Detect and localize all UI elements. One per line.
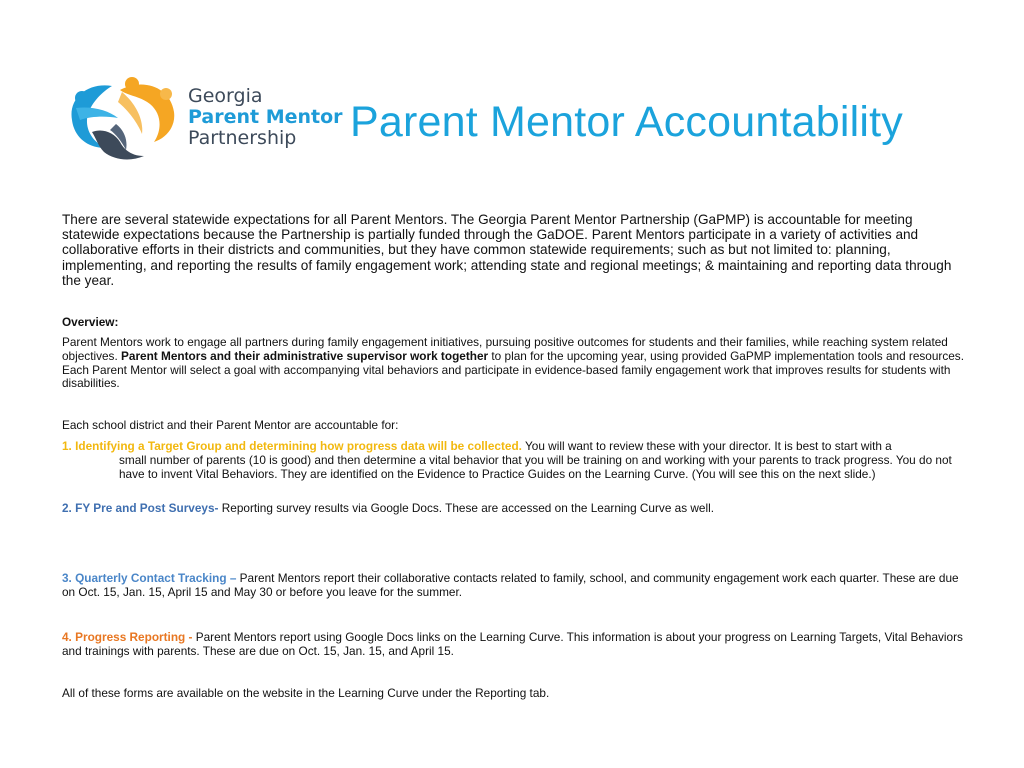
list-item-progress-reporting [62,631,974,659]
intro-paragraph: There are several statewide expectations for all Parent Mentors. The Georgia Parent Mentor Partnership (GaPMP) is accountable for meeting statewide expectations because the Partnership is partially funded through the GaDOE. Parent Mentors participate in a variety of activities and collaborative efforts in their districts and communities, but they have common statewide requirements; such as but not limited to: planning, implementing, and reporting the results of family engagement work; attending state and regional meetings; & maintaining and reporting data through the year. [62,212,952,288]
logo-line-parent-mentor: Parent Mentor [188,106,343,128]
page-title: Parent Mentor Accountability [350,98,903,146]
item1-text-first: You will want to review these with your director. It is best to start with a [521,439,892,453]
item3-label: 3. Quarterly Contact Tracking – [62,571,237,585]
item3-text: Parent Mentors report their collaborative contacts related to family, school, and community engagement work each quarter. These are due on Oct. 15, Jan. 15, April 15 and May 30 or before you leave for the summer. [62,571,959,599]
logo-line-georgia: Georgia [188,85,263,107]
item4-label: 4. Progress Reporting - [62,630,193,644]
logo-wordmark [188,86,343,149]
item2-text: Reporting survey results via Google Docs. These are accessed on the Learning Curve as well. [218,501,714,515]
overview-paragraph [62,336,974,391]
accountable-intro: Each school district and their Parent Mentor are accountable for: [62,418,399,432]
overview-heading: Overview: [62,315,119,329]
item1-first-line [62,440,974,454]
people-circle-logo-icon [62,72,184,167]
gapmp-logo [62,72,343,167]
list-item-surveys [62,502,974,516]
overview-text-before: Parent Mentors work to engage all partners during family engagement initiatives, pursuing positive outcomes for students and their families, while reaching system related objectives. [62,335,948,363]
item2-label: 2. FY Pre and Post Surveys- [62,501,219,515]
overview-text-after: to plan for the upcoming year, using provided GaPMP implementation tools and resources. Each Parent Mentor will select a goal with accompanying vital behaviors and participate in evidence-based family engagement work that improves results for students with disabilities. [62,348,964,391]
list-item-target-group [62,440,974,481]
item1-text-rest: small number of parents (10 is good) and then determine a vital behavior that you will be training on and working with your parents to track progress. You do not have to invent Vital Behaviors. They are identified on the Evidence to Practice Guides on the Learning Curve. (You will see this on the next slide.) [119,452,952,481]
logo-line-partnership: Partnership [188,127,297,149]
list-item-contact-tracking [62,572,974,600]
overview-bold-text: Parent Mentors and their administrative supervisor work together [121,348,489,363]
item4-text: Parent Mentors report using Google Docs links on the Learning Curve. This information is about your progress on Learning Targets, Vital Behaviors and trainings with parents. These are due on Oct. 15, Jan. 15, and April 15. [62,630,963,658]
footer-note: All of these forms are available on the website in the Learning Curve under the Reporting tab. [62,686,550,700]
item1-label: 1. Identifying a Target Group and determining how progress data will be collected. [62,439,522,453]
